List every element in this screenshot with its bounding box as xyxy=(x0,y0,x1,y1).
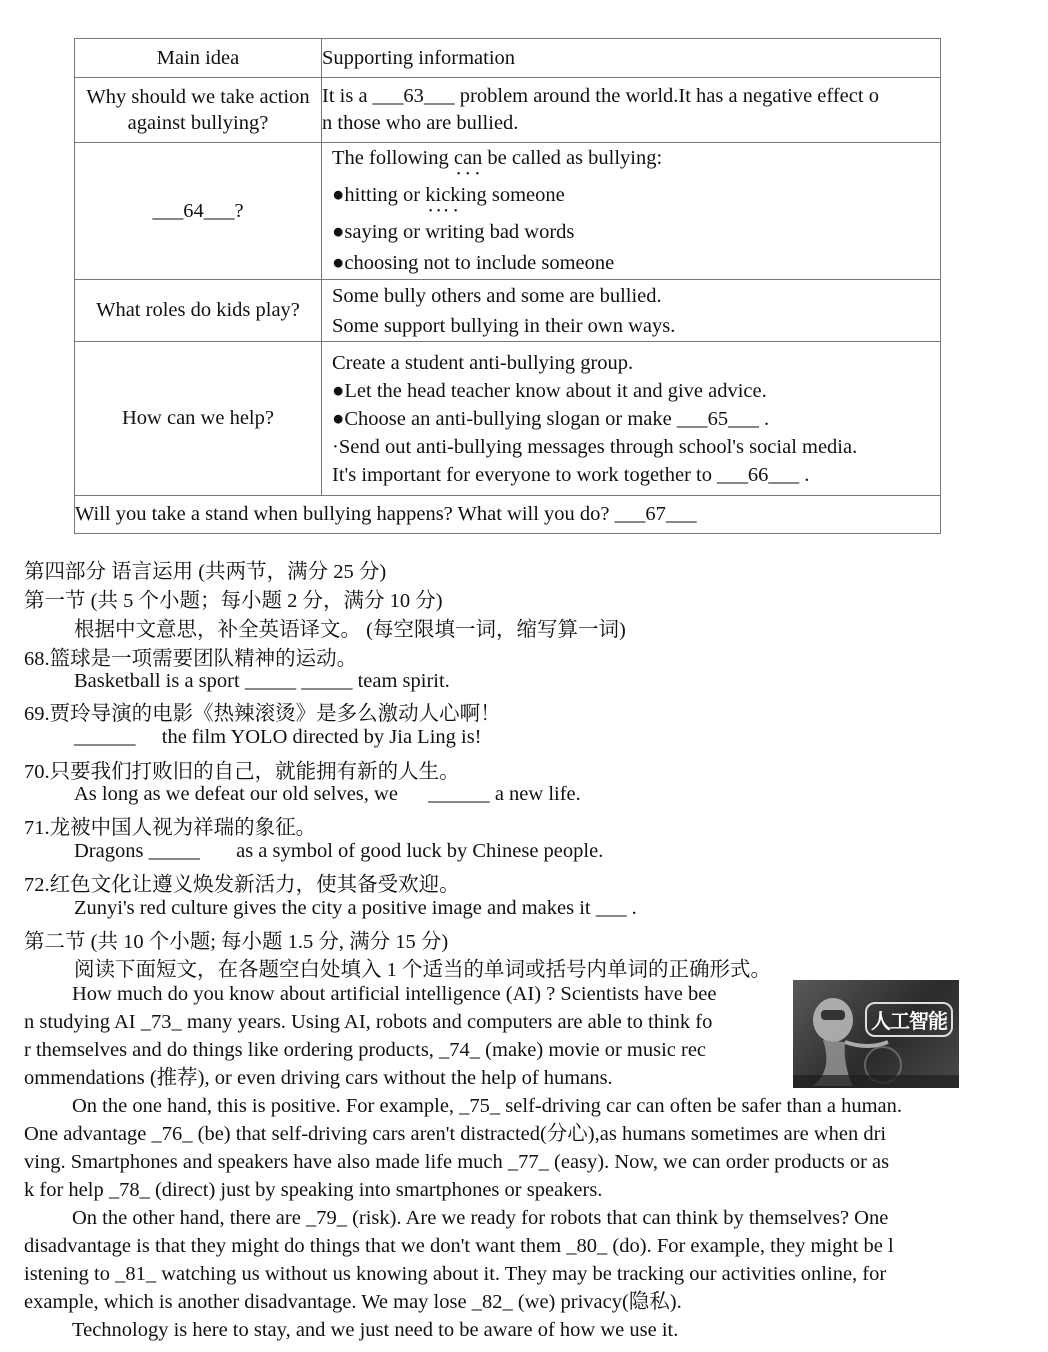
info-line: It's important for everyone to work together to ___66___ . xyxy=(332,463,810,486)
section1-instructions: 根据中文意思，补全英语译文。 (每空限填一词，缩写算一词) xyxy=(74,619,626,641)
table-header-row xyxy=(75,39,941,78)
passage-line: r themselves and do things like ordering products, _74_ (make) movie or music rec xyxy=(24,1039,707,1061)
row-main-idea: ___64___? xyxy=(75,143,322,280)
info-line: ●saying or writing bad words xyxy=(332,221,575,243)
item-72-blank: ___ xyxy=(595,897,627,919)
info-line: ●Choose an anti-bullying slogan or make ___65___ . xyxy=(332,407,770,430)
emphasis-word: kick xyxy=(425,184,461,206)
info-line: ●hitting or kicking someone xyxy=(332,184,565,206)
row-info xyxy=(322,143,941,280)
passage-line: disadvantage is that they might do things that we don't want them _80_ (do). For example, they might be l xyxy=(24,1235,894,1257)
passage-line: n studying AI _73_ many years. Using AI, robots and computers are able to think fo xyxy=(24,1011,713,1033)
info-line: Create a student anti-bullying group. xyxy=(332,351,634,374)
passage-line: On the other hand, there are _79_ (risk). Are we ready for robots that can think by themselves? One xyxy=(72,1207,889,1229)
passage-line: istening to _81_ watching us without us knowing about it. They may be tracking our activities online, for xyxy=(24,1263,887,1285)
part4-title: 第四部分 语言运用 (共两节，满分 25 分) xyxy=(24,561,387,583)
emphasis-word: can xyxy=(453,147,483,169)
item-69-chinese: 69.贾玲导演的电影《热辣滚烫》是多么激动人心啊！ xyxy=(24,703,501,725)
section1-title: 第一节 (共 5 个小题；每小题 2 分，满分 10 分) xyxy=(24,590,443,612)
item-70-blank: ______ xyxy=(428,783,490,805)
section2-instructions: 阅读下面短文，在各题空白处填入 1 个适当的单词或括号内单词的正确形式。 xyxy=(74,959,771,981)
passage-line: One advantage _76_ (be) that self-driving cars aren't distracted(分心),as humans sometimes are when dri xyxy=(24,1123,887,1145)
item-68-english xyxy=(74,670,450,693)
info-line: ●Let the head teacher know about it and give advice. xyxy=(332,379,767,402)
item-70-english xyxy=(74,783,581,806)
ai-illustration-image xyxy=(793,980,959,1088)
row-info xyxy=(322,342,941,496)
item-70-chinese: 70.只要我们打败旧的自己，就能拥有新的人生。 xyxy=(24,761,460,783)
row-main-idea: How can we help? xyxy=(75,342,322,496)
passage-line: ving. Smartphones and speakers have also made life much _77_ (easy). Now, we can order products or as xyxy=(24,1151,890,1173)
header-main-idea: Main idea xyxy=(75,39,322,78)
item-71-blank: _____ xyxy=(148,840,200,862)
row-main-idea: What roles do kids play? xyxy=(75,280,322,342)
info-line: Some support bullying in their own ways. xyxy=(332,314,676,337)
item-69-english xyxy=(74,726,482,749)
ai-label: 人工智能 xyxy=(865,1002,953,1037)
passage-line: ommendations (推荐), or even driving cars without the help of humans. xyxy=(24,1067,613,1089)
item-71-chinese: 71.龙被中国人视为祥瑞的象征。 xyxy=(24,817,317,839)
item-72-chinese: 72.红色文化让遵义焕发新活力，使其备受欢迎。 xyxy=(24,874,460,896)
item-72-prefix: Zunyi's red culture gives the city a positive image and makes it xyxy=(74,897,591,919)
info-line: ●choosing not to include someone xyxy=(332,252,615,274)
row-info xyxy=(322,280,941,342)
header-supporting-info: Supporting information xyxy=(322,39,941,78)
passage-line: On the one hand, this is positive. For example, _75_ self-driving car can often be safer than a human. xyxy=(72,1095,903,1117)
item-71-prefix: Dragons xyxy=(74,840,144,862)
table-footer-row xyxy=(75,496,941,534)
item-72-suffix: . xyxy=(631,897,637,919)
table-row xyxy=(75,280,941,342)
passage-line: How much do you know about artificial intelligence (AI) ? Scientists have bee xyxy=(72,983,717,1005)
item-72-english xyxy=(74,897,637,920)
table-row xyxy=(75,342,941,496)
passage-line: k for help _78_ (direct) just by speaking into smartphones or speakers. xyxy=(24,1179,603,1201)
outline-table xyxy=(74,38,941,534)
item-69-suffix: the film YOLO directed by Jia Ling is! xyxy=(161,726,482,748)
info-line: ·Send out anti-bullying messages through school's social media. xyxy=(332,435,858,458)
item-68-chinese: 68.篮球是一项需要团队精神的运动。 xyxy=(24,648,358,670)
row-info xyxy=(322,78,941,143)
row-main-idea xyxy=(75,78,322,143)
info-line: n those who are bullied. xyxy=(322,112,519,134)
passage-line: Technology is here to stay, and we just need to be aware of how we use it. xyxy=(72,1319,679,1341)
item-71-suffix: as a symbol of good luck by Chinese people. xyxy=(236,840,604,862)
footer-question: Will you take a stand when bullying happens? What will you do? ___67___ xyxy=(75,496,941,534)
main-idea-text: Why should we take action against bullying? xyxy=(86,86,310,134)
item-70-suffix: a new life. xyxy=(494,783,581,805)
item-68-blank: _____ _____ xyxy=(244,670,353,692)
section2-title: 第二节 (共 10 个小题; 每小题 1.5 分, 满分 15 分) xyxy=(24,931,449,953)
item-68-suffix: team spirit. xyxy=(357,670,450,692)
item-68-prefix: Basketball is a sport xyxy=(74,670,240,692)
table-row xyxy=(75,78,941,143)
passage-line: example, which is another disadvantage. We may lose _82_ (we) privacy(隐私). xyxy=(24,1291,682,1313)
info-line: It is a ___63___ problem around the world.It has a negative effect o xyxy=(322,85,879,107)
table-row xyxy=(75,143,941,280)
info-line: The following can be called as bullying: xyxy=(332,147,663,169)
item-71-english xyxy=(74,840,603,863)
item-69-blank: ______ xyxy=(74,726,136,748)
info-line: Some bully others and some are bullied. xyxy=(332,284,662,307)
item-70-prefix: As long as we defeat our old selves, we xyxy=(74,783,398,805)
